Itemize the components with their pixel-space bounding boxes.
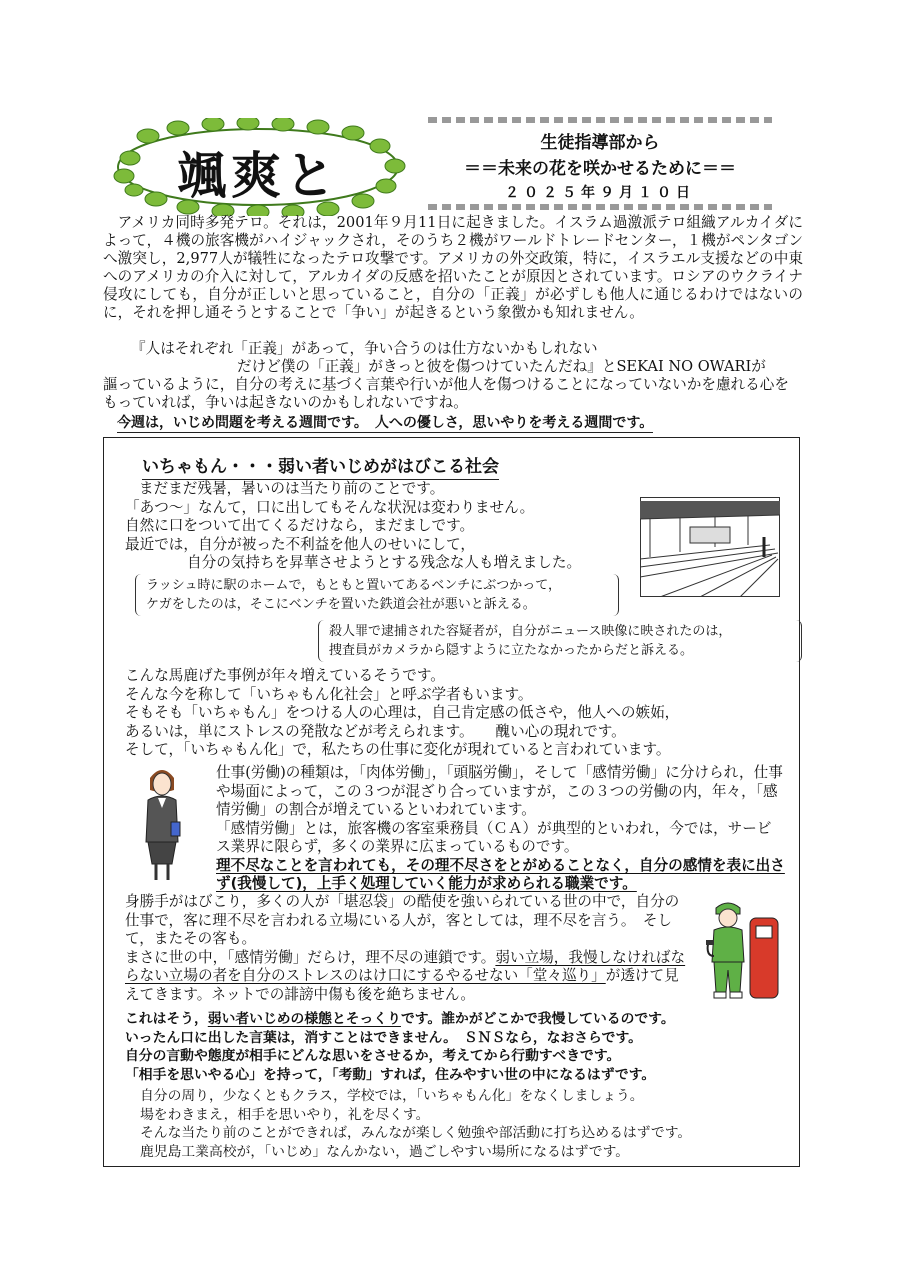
flight-attendant-illustration bbox=[138, 764, 186, 884]
masthead-logo bbox=[108, 118, 408, 216]
text-line: 鹿児島工業高校が，「いじめ」なんかない，過ごしやすい場所になるはずです。 bbox=[140, 1143, 630, 1160]
intro-quote-line-1: 『人はそれぞれ「正義」があって，争い合うのは仕方ないかもしれない bbox=[131, 340, 598, 357]
header-divider-top bbox=[428, 117, 772, 123]
section-title-text: いちゃもん・・・弱い者いじめがはびこる社会 bbox=[142, 457, 499, 480]
text-line: 場をわきまえ，相手を思いやり，礼を尽くす。 bbox=[140, 1106, 430, 1123]
intro-conclusion: 謳っているように，自分の考えに基づく言葉や行いが他人を傷つけることになっていないかを慮れる心をもっていれば，争いは起きないのかもしれないですね。 bbox=[103, 376, 789, 411]
text-line: ケガをしたのは，そこにベンチを置いた鉄道会社が悪いと訴える。 bbox=[146, 597, 536, 612]
train-platform-illustration bbox=[640, 497, 780, 597]
text-fragment: これはそう， bbox=[125, 1011, 208, 1027]
text-line: そして，「いちゃもん化」で，私たちの仕事に変化が現れていると言われています。 bbox=[125, 741, 671, 758]
logo-title: 颯爽と bbox=[177, 146, 339, 205]
train-station-icon bbox=[640, 497, 780, 597]
intro-quote-line-2: だけど僕の「正義」がきっと彼を傷つけていたんだね』とSEKAI NO OWARIが bbox=[237, 358, 766, 375]
text-fragment: が透けて見えてきます。ネットでの誹謗中傷も後を絶ちません。 bbox=[125, 967, 679, 1003]
section-title bbox=[142, 452, 499, 477]
underlined-phrase: 弱い者いじめの様態とそっくり bbox=[207, 1011, 401, 1027]
chain-paragraph bbox=[125, 893, 691, 1004]
intro-paragraph: アメリカ同時多発テロ。それは，2001年９月11日に起きました。イスラム過激派テロ組織アルカイダによって，４機の旅客機がハイジャックされ，そのうち２機がワールドトレードセンター，１機がペンタゴンへ激突し，2,977人が犠牲になったテロ攻撃です。アメリカの外交政策，特に，イスラエル支援などの中東へのアメリカの介入に対して，アルカイダの反感を招いたことが原因とされています。ロシアのウクライナ侵攻にしても，自分が正しいと思っていること，自分の「正義」が必ずしも他人に通じるわけではないのに，それを押し通そうとすることで「争い」が起きるという象徴かも知れません。 bbox=[103, 214, 803, 321]
text-line: こんな馬鹿げた事例が年々増えているそうです。 bbox=[125, 667, 445, 684]
text-line bbox=[125, 1010, 795, 1029]
text-fragment: あるいは，単にストレスの発散などが考えられます。 bbox=[125, 722, 474, 740]
emotional-labor-paragraph bbox=[216, 764, 786, 894]
bullying-summary bbox=[125, 1010, 795, 1084]
example-suspect bbox=[318, 620, 802, 662]
example-railway bbox=[135, 574, 619, 616]
text-line: 仕事(労働)の種類は，「肉体労働」，「頭脳労働」，そして「感情労働」に分けられ，仕事や場面によって，この３つが混ざり合っていますが，この３つの労働の内，年々，「感情労働」の割合が増えているといわれています。 bbox=[216, 764, 783, 818]
text-fragment: そして，またその客も。 bbox=[125, 911, 673, 947]
week-announcement-text: 今週は，いじめ問題を考える週間です。 人への優しさ，思いやりを考える週間です。 bbox=[117, 415, 654, 431]
closing-paragraph bbox=[140, 1087, 790, 1161]
text-line: 捜査員がカメラから隠すように立たなかったからだと訴える。 bbox=[329, 643, 694, 658]
woman-icon bbox=[138, 764, 186, 884]
complaint-society-paragraph bbox=[125, 667, 785, 760]
underlined-phrase: 弱い立場，我慢しなければならない立場の者を自分のストレスのはけ口にするやるせない「堂々巡り」 bbox=[125, 948, 686, 984]
text-line: そもそも「いちゃもん」をつける人の心理は，自己肯定感の低さや，他人への嫉妬， bbox=[125, 704, 680, 721]
text-line: そんな今を称して「いちゃもん化社会」と呼ぶ学者もいます。 bbox=[125, 685, 533, 703]
text-fragment: 醜い心の現れです。 bbox=[495, 722, 626, 740]
text-line: 「あつ～」なんて，口に出してもそんな状況は変わりません。 bbox=[125, 498, 535, 516]
text-line: 殺人罪で逮捕された容疑者が，自分がニュース映像に映されたのは， bbox=[329, 624, 732, 639]
text-line: 自分の周り，少なくともクラス，学校では，「いちゃもん化」をなくしましょう。 bbox=[140, 1088, 644, 1104]
worker-icon bbox=[706, 896, 780, 1000]
newsletter-subtitle: ＝＝未来の花を咲かせるために＝＝ bbox=[464, 159, 736, 179]
text-fragment: 身勝手がはびこり，多くの人が「堪忍袋」の酷使を強いられている世の中で，自分の仕事で，客に理不尽を言われる立場にいる人が，客としては，理不尽を言う。 bbox=[125, 893, 680, 929]
week-announcement bbox=[103, 414, 817, 432]
text-line: いったん口に出した言葉は，消すことはできません。 ＳＮＳなら，なおさらです。 bbox=[125, 1029, 642, 1046]
text-line: 「感情労働」とは，旅客機の客室乗務員（ＣＡ）が典型的といわれ，今では，サービス業界に限らず，多くの業界に広まっているものです。 bbox=[216, 819, 772, 855]
text-line: まだまだ残暑，暑いのは当たり前のことです。 bbox=[139, 480, 445, 497]
text-line: そんな当たり前のことができれば，みんなが楽しく勉強や部活動に打ち込めるはずです。 bbox=[140, 1125, 692, 1141]
text-line: 自分の気持ちを昇華させようとする残念な人も増えました。 bbox=[187, 554, 582, 571]
issue-date: ２０２５年９月１０日 bbox=[505, 185, 695, 201]
text-line: 最近では，自分が被った不利益を他人のせいにして， bbox=[125, 535, 475, 553]
emphasis-line: 理不尽なことを言われても，その理不尽さをとがめることなく，自分の感情を表に出さず(我慢して)，上手く処理していく能力が求められる職業です。 bbox=[216, 856, 785, 892]
department-label: 生徒指導部から bbox=[540, 133, 660, 153]
text-line bbox=[125, 723, 785, 742]
text-line: 自分の言動や態度が相手にどんな思いをさせるか，考えてから行動すべきです。 bbox=[125, 1048, 621, 1064]
gas-station-worker-illustration bbox=[706, 896, 780, 1000]
text-fragment: です。誰かがどこかで我慢しているのです。 bbox=[400, 1011, 675, 1027]
text-line: 「相手を思いやる心」を持って，「考動」すれば，住みやすい世の中になるはずです。 bbox=[125, 1066, 656, 1083]
text-line: ラッシュ時に駅のホームで，もともと置いてあるベンチにぶつかって， bbox=[146, 578, 561, 593]
opening-paragraph bbox=[125, 480, 635, 573]
header-divider-bottom bbox=[428, 204, 772, 210]
text-line: 自然に口をついて出てくるだけなら，まだましです。 bbox=[125, 517, 475, 534]
text-fragment: まさに世の中，「感情労働」だらけ，理不尽の連鎖です。 bbox=[125, 948, 496, 966]
